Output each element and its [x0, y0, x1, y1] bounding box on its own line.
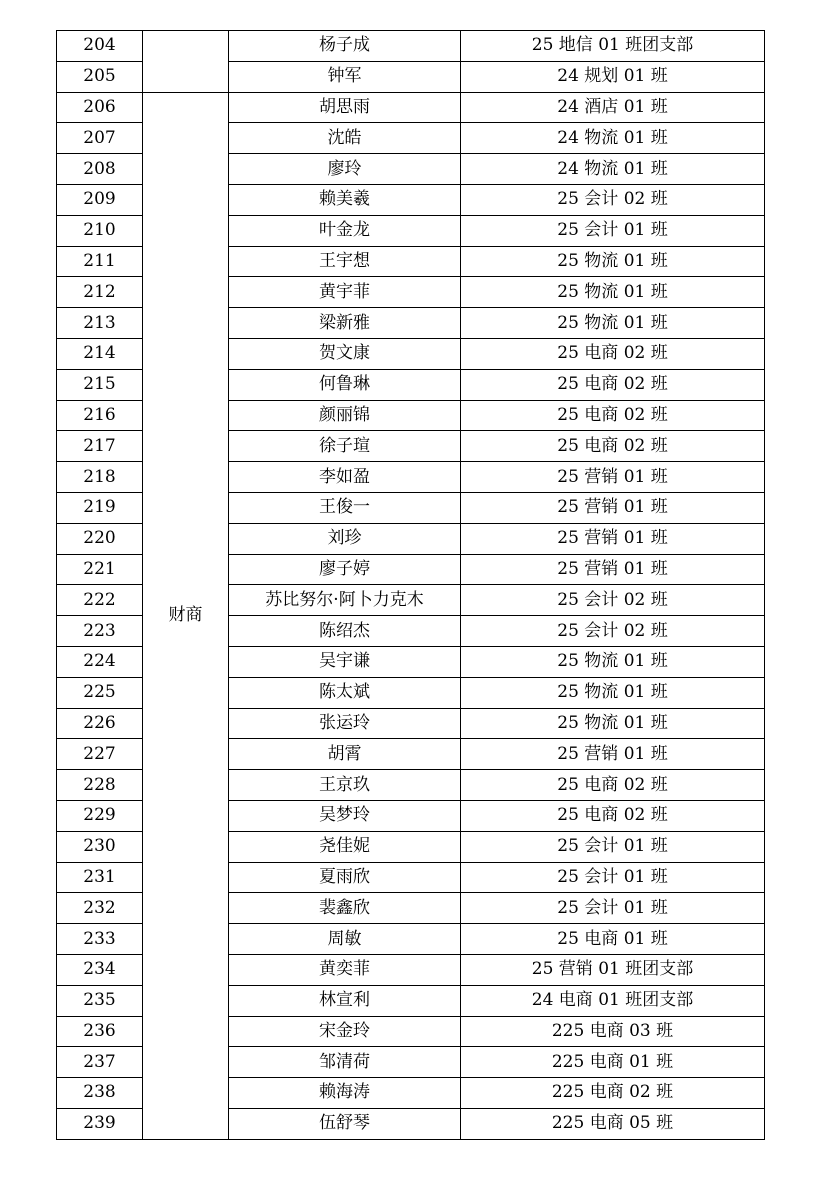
class-name: 25 电商 02 班: [461, 400, 765, 431]
student-name: 徐子瑄: [229, 431, 461, 462]
class-name: 25 会计 01 班: [461, 862, 765, 893]
row-number: 232: [57, 893, 143, 924]
table-row: [57, 31, 765, 62]
student-name: 刘珍: [229, 523, 461, 554]
row-number: 238: [57, 1078, 143, 1109]
student-name: 何鲁琳: [229, 369, 461, 400]
student-name: 叶金龙: [229, 215, 461, 246]
row-number: 230: [57, 831, 143, 862]
row-number: 206: [57, 92, 143, 123]
class-name: 25 物流 01 班: [461, 246, 765, 277]
student-name: 王俊一: [229, 492, 461, 523]
student-name: 陈绍杰: [229, 616, 461, 647]
student-name: 廖子婷: [229, 554, 461, 585]
row-number: 235: [57, 985, 143, 1016]
student-name: 裴鑫欣: [229, 893, 461, 924]
student-name: 钟军: [229, 61, 461, 92]
class-name: 25 营销 01 班: [461, 554, 765, 585]
class-name: 24 物流 01 班: [461, 123, 765, 154]
class-name: 25 会计 02 班: [461, 616, 765, 647]
class-name: 25 会计 01 班: [461, 893, 765, 924]
student-name: 沈皓: [229, 123, 461, 154]
row-number: 225: [57, 677, 143, 708]
roster-body: [57, 31, 765, 1140]
row-number: 220: [57, 523, 143, 554]
class-name: 25 营销 01 班: [461, 492, 765, 523]
row-number: 218: [57, 462, 143, 493]
class-name: 24 酒店 01 班: [461, 92, 765, 123]
row-number: 216: [57, 400, 143, 431]
class-name: 25 物流 01 班: [461, 646, 765, 677]
class-name: 25 电商 02 班: [461, 338, 765, 369]
student-name: 苏比努尔·阿卜力克木: [229, 585, 461, 616]
class-name: 25 电商 02 班: [461, 800, 765, 831]
student-name: 贺文康: [229, 338, 461, 369]
student-name: 赖海涛: [229, 1078, 461, 1109]
student-name: 邹清荷: [229, 1047, 461, 1078]
class-name: 25 物流 01 班: [461, 677, 765, 708]
department-cell: 财商: [143, 92, 229, 1139]
student-name: 廖玲: [229, 154, 461, 185]
row-number: 207: [57, 123, 143, 154]
row-number: 208: [57, 154, 143, 185]
class-name: 225 电商 01 班: [461, 1047, 765, 1078]
row-number: 228: [57, 770, 143, 801]
class-name: 25 物流 01 班: [461, 708, 765, 739]
row-number: 229: [57, 800, 143, 831]
row-number: 219: [57, 492, 143, 523]
student-name: 颜丽锦: [229, 400, 461, 431]
student-name: 胡思雨: [229, 92, 461, 123]
class-name: 24 物流 01 班: [461, 154, 765, 185]
student-name: 梁新雅: [229, 308, 461, 339]
class-name: 25 会计 01 班: [461, 215, 765, 246]
row-number: 227: [57, 739, 143, 770]
class-name: 25 营销 01 班: [461, 739, 765, 770]
class-name: 25 会计 02 班: [461, 184, 765, 215]
class-name: 225 电商 05 班: [461, 1108, 765, 1139]
class-name: 24 电商 01 班团支部: [461, 985, 765, 1016]
row-number: 226: [57, 708, 143, 739]
row-number: 215: [57, 369, 143, 400]
class-name: 25 电商 02 班: [461, 770, 765, 801]
row-number: 221: [57, 554, 143, 585]
student-name: 林宣利: [229, 985, 461, 1016]
student-name: 黄奕菲: [229, 954, 461, 985]
row-number: 217: [57, 431, 143, 462]
row-number: 210: [57, 215, 143, 246]
row-number: 211: [57, 246, 143, 277]
department-cell-prev: [143, 31, 229, 93]
class-name: 25 营销 01 班团支部: [461, 954, 765, 985]
student-name: 王宇想: [229, 246, 461, 277]
student-name: 伍舒琴: [229, 1108, 461, 1139]
student-name: 杨子成: [229, 31, 461, 62]
student-name: 宋金玲: [229, 1016, 461, 1047]
class-name: 25 地信 01 班团支部: [461, 31, 765, 62]
row-number: 209: [57, 184, 143, 215]
roster-table: [56, 30, 765, 1140]
student-name: 陈太斌: [229, 677, 461, 708]
student-name: 赖美羲: [229, 184, 461, 215]
row-number: 224: [57, 646, 143, 677]
class-name: 225 电商 03 班: [461, 1016, 765, 1047]
student-name: 张运玲: [229, 708, 461, 739]
row-number: 239: [57, 1108, 143, 1139]
row-number: 205: [57, 61, 143, 92]
student-name: 胡霄: [229, 739, 461, 770]
class-name: 25 电商 02 班: [461, 369, 765, 400]
class-name: 25 电商 02 班: [461, 431, 765, 462]
row-number: 223: [57, 616, 143, 647]
row-number: 231: [57, 862, 143, 893]
row-number: 236: [57, 1016, 143, 1047]
student-name: 周敏: [229, 924, 461, 955]
table-row: [57, 92, 765, 123]
class-name: 25 会计 02 班: [461, 585, 765, 616]
row-number: 212: [57, 277, 143, 308]
class-name: 25 营销 01 班: [461, 523, 765, 554]
class-name: 25 物流 01 班: [461, 308, 765, 339]
student-name: 吴宇谦: [229, 646, 461, 677]
class-name: 25 营销 01 班: [461, 462, 765, 493]
student-name: 黄宇菲: [229, 277, 461, 308]
class-name: 24 规划 01 班: [461, 61, 765, 92]
row-number: 214: [57, 338, 143, 369]
student-name: 吴梦玲: [229, 800, 461, 831]
class-name: 25 电商 01 班: [461, 924, 765, 955]
class-name: 25 会计 01 班: [461, 831, 765, 862]
student-name: 尧佳妮: [229, 831, 461, 862]
row-number: 213: [57, 308, 143, 339]
student-name: 李如盈: [229, 462, 461, 493]
row-number: 222: [57, 585, 143, 616]
student-name: 王京玖: [229, 770, 461, 801]
row-number: 233: [57, 924, 143, 955]
row-number: 237: [57, 1047, 143, 1078]
class-name: 225 电商 02 班: [461, 1078, 765, 1109]
student-name: 夏雨欣: [229, 862, 461, 893]
row-number: 234: [57, 954, 143, 985]
class-name: 25 物流 01 班: [461, 277, 765, 308]
row-number: 204: [57, 31, 143, 62]
